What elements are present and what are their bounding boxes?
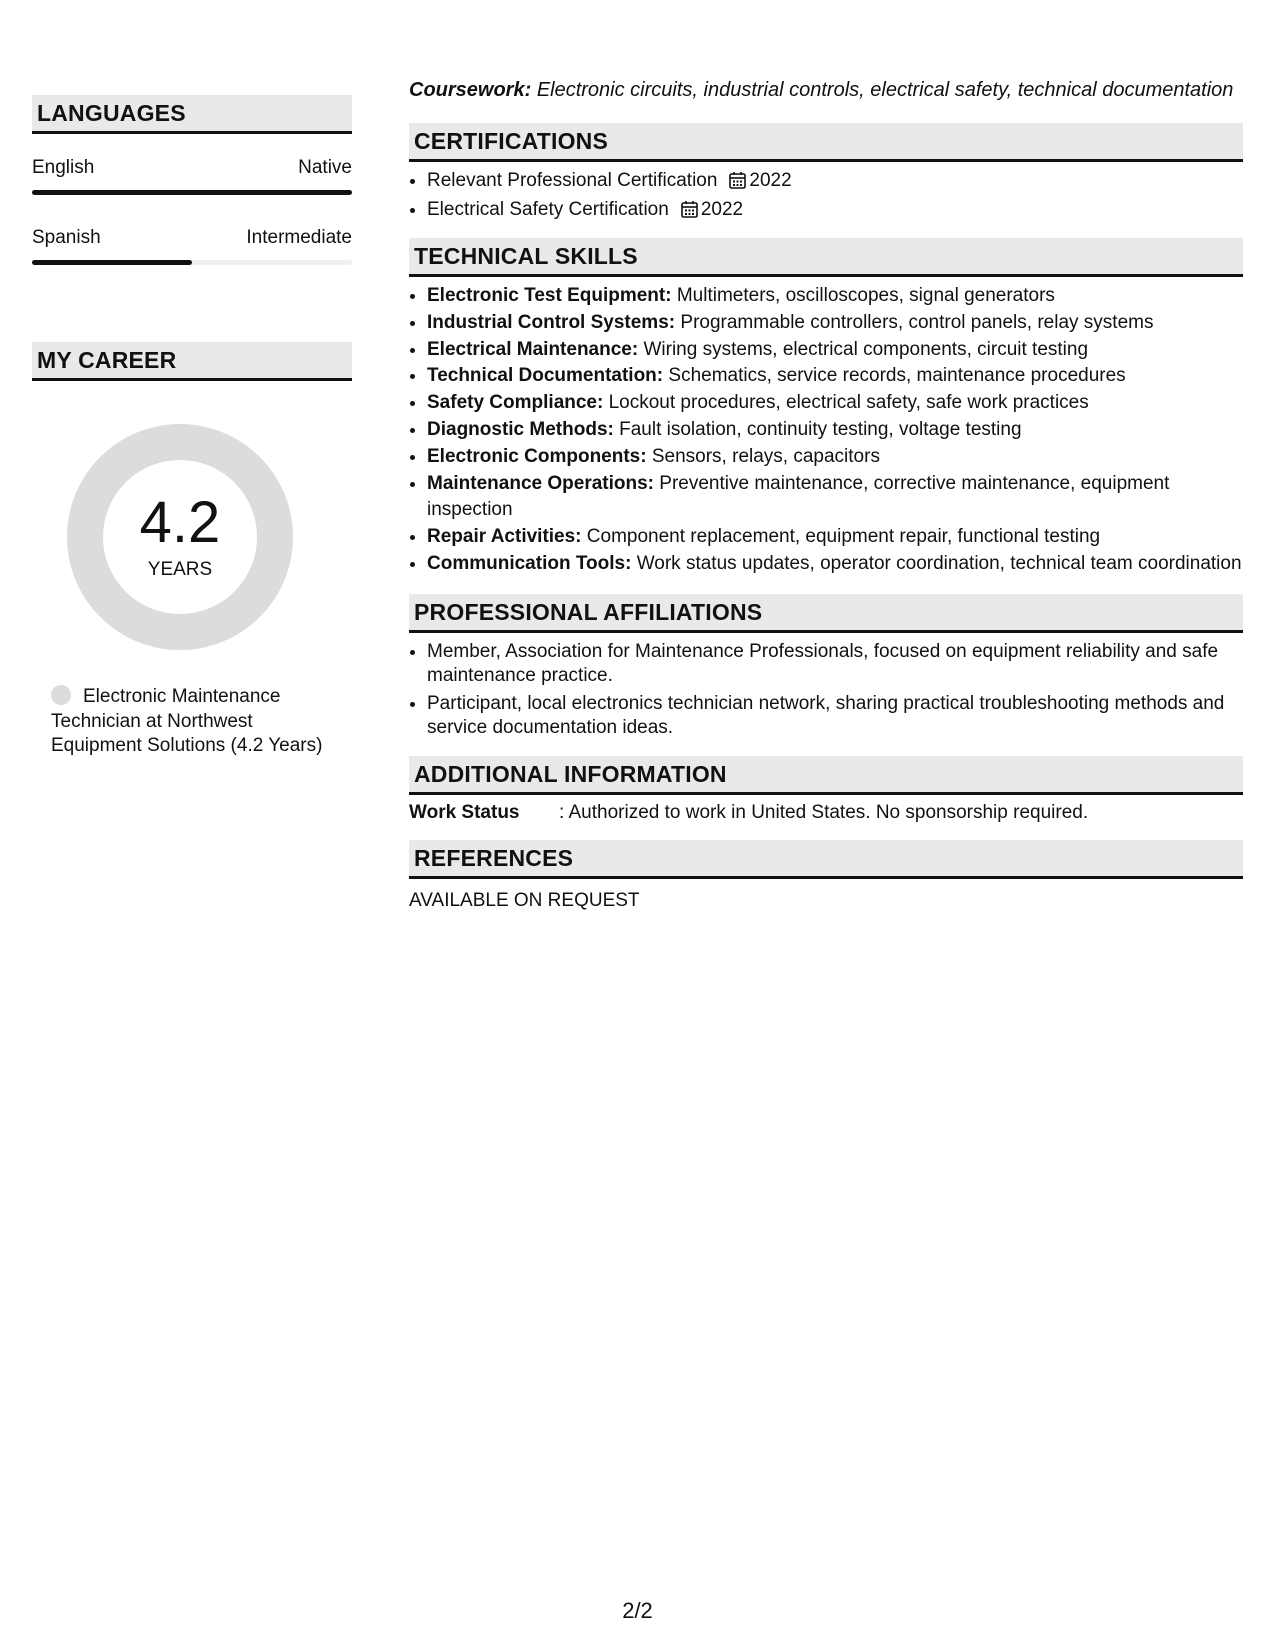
skill-label: Electronic Components: [427, 445, 647, 467]
skill-text: Schematics, service records, maintenance procedures [668, 365, 1126, 387]
career-years-donut [67, 424, 293, 650]
skill-label: Repair Activities: [427, 526, 582, 548]
list-item [427, 167, 1243, 196]
certification-year: 2022 [749, 170, 792, 191]
work-status-value: : Authorized to work in United States. No sponsorship required. [559, 801, 1089, 823]
page-number: 2/2 [622, 1598, 653, 1623]
language-item [32, 156, 352, 195]
language-name: English [32, 157, 95, 178]
coursework-text: Electronic circuits, industrial controls, electrical safety, technical documentation [536, 79, 1234, 101]
references-text: AVAILABLE ON REQUEST [409, 889, 640, 911]
technical-skills-heading: TECHNICAL SKILLS [409, 238, 1243, 277]
list-item [427, 524, 1243, 551]
skill-text: Fault isolation, continuity testing, voltage testing [619, 418, 1022, 440]
career-heading: MY CAREER [32, 342, 352, 381]
language-level: Native [298, 157, 352, 178]
list-item [427, 417, 1243, 444]
calendar-icon [729, 171, 746, 189]
skill-label: Electronic Test Equipment: [427, 285, 672, 306]
skill-label: Safety Compliance: [427, 392, 604, 414]
certifications-heading: CERTIFICATIONS [409, 123, 1243, 162]
language-proficiency-fill [32, 260, 192, 265]
sidebar [32, 95, 352, 759]
calendar-icon [681, 200, 698, 218]
skill-label: Electrical Maintenance: [427, 338, 639, 360]
references-heading: REFERENCES [409, 840, 1243, 879]
work-status-label: Work Status [409, 801, 520, 823]
skill-label: Maintenance Operations: [427, 472, 654, 494]
additional-info-heading: ADDITIONAL INFORMATION [409, 756, 1243, 795]
affiliations-list [409, 640, 1243, 741]
list-item [427, 310, 1243, 337]
list-item [427, 444, 1243, 471]
career-item [51, 685, 331, 759]
skill-label: Technical Documentation: [427, 365, 664, 387]
skill-text: Multimeters, oscilloscopes, signal generators [676, 285, 1055, 306]
coursework [409, 78, 1243, 102]
certification-year: 2022 [700, 198, 744, 220]
list-item [427, 551, 1243, 578]
list-item: • Member, Association for Maintenance Professionals, focused on equipment reliability and safe maintenance practice. [427, 640, 1243, 689]
skill-text: Work status updates, operator coordination, technical team coordination [636, 552, 1242, 574]
language-proficiency-bar [32, 190, 352, 195]
skill-text: Lockout procedures, electrical safety, safe work practices [608, 392, 1089, 414]
certifications-list [409, 167, 1243, 224]
technical-skills-list [409, 283, 1243, 578]
career-item-text: Electronic Maintenance Technician at Northwest Equipment Solutions (4.2 Years) [51, 686, 323, 756]
languages-heading: LANGUAGES [32, 95, 352, 134]
skill-text: Wiring systems, electrical components, circuit testing [643, 338, 1089, 360]
certification-name: Electrical Safety Certification [427, 198, 669, 220]
affiliations-heading: PROFESSIONAL AFFILIATIONS [409, 594, 1243, 633]
career-dot-icon [51, 685, 71, 705]
skill-text: Preventive maintenance, corrective maintenance, equipment inspection [427, 472, 1170, 521]
language-item [32, 226, 352, 265]
career-years-unit: YEARS [147, 559, 213, 580]
skill-text: Sensors, relays, capacitors [651, 445, 880, 467]
skill-text: Component replacement, equipment repair, functional testing [586, 526, 1101, 548]
main-content [409, 78, 1243, 913]
language-proficiency-bar [32, 260, 352, 265]
list-item: • Participant, local electronics technician network, sharing practical troubleshooting methods and service documentation ideas. [427, 692, 1243, 741]
language-proficiency-fill [32, 190, 352, 195]
language-name: Spanish [32, 227, 101, 248]
list-item [427, 337, 1243, 364]
language-level: Intermediate [246, 227, 352, 248]
list-item [427, 283, 1243, 310]
list-item [427, 471, 1243, 525]
skill-label: Diagnostic Methods: [427, 418, 614, 440]
list-item [427, 363, 1243, 390]
list-item [427, 390, 1243, 417]
list-item [427, 196, 1243, 225]
career-years-value: 4.2 [139, 490, 221, 555]
skill-text: Programmable controllers, control panels, relay systems [680, 311, 1154, 333]
certification-name: Relevant Professional Certification [427, 170, 718, 191]
skill-label: Industrial Control Systems: [427, 311, 676, 333]
coursework-label: Coursework: [409, 79, 532, 101]
skill-label: Communication Tools: [427, 552, 632, 574]
work-status-row [409, 801, 1243, 825]
